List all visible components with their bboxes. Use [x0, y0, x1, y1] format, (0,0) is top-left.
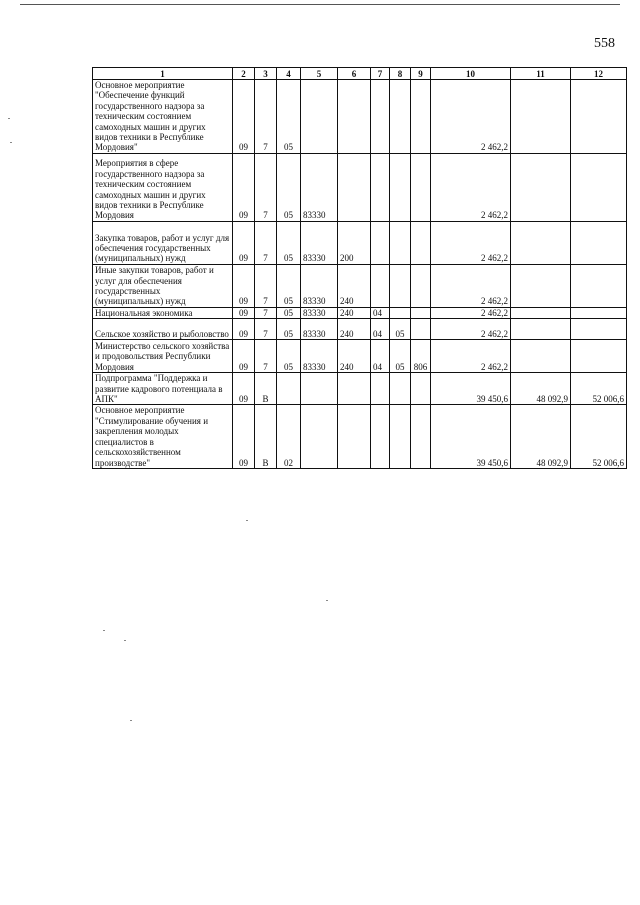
cell-col-6 [338, 80, 371, 154]
column-header: 11 [511, 68, 571, 80]
cell-col-6: 200 [338, 221, 371, 264]
table-row [93, 264, 627, 307]
cell-col-9 [411, 405, 431, 468]
cell-col-2: 09 [233, 307, 255, 318]
cell-col-3: 7 [255, 221, 277, 264]
cell-col-10: 2 462,2 [431, 153, 511, 221]
cell-col-6 [338, 373, 371, 405]
column-header: 7 [371, 68, 390, 80]
cell-col-4: 05 [277, 153, 301, 221]
row-name-cell: Иные закупки товаров, работ и услуг для обеспечения государственных (муниципальных) нужд [93, 264, 233, 307]
cell-col-2: 09 [233, 264, 255, 307]
cell-col-10: 39 450,6 [431, 373, 511, 405]
cell-col-11: 48 092,9 [511, 405, 571, 468]
cell-col-12: 52 006,6 [571, 373, 627, 405]
row-name-cell: Основное мероприятие "Обеспечение функций государственного надзора за техническим состоянием самоходных машин и других видов техники в Республике Мордовия" [93, 80, 233, 154]
column-header: 6 [338, 68, 371, 80]
cell-col-11 [511, 319, 571, 340]
cell-col-10: 2 462,2 [431, 307, 511, 318]
cell-col-4: 05 [277, 80, 301, 154]
cell-col-9 [411, 80, 431, 154]
cell-col-12 [571, 264, 627, 307]
cell-col-2: 09 [233, 373, 255, 405]
cell-col-11 [511, 307, 571, 318]
cell-col-5 [301, 80, 338, 154]
cell-col-7 [371, 405, 390, 468]
cell-col-9 [411, 264, 431, 307]
cell-col-4: 05 [277, 221, 301, 264]
cell-col-5 [301, 405, 338, 468]
table-row [93, 340, 627, 373]
cell-col-7: 04 [371, 319, 390, 340]
column-header: 4 [277, 68, 301, 80]
scan-speck [103, 630, 105, 631]
cell-col-11 [511, 80, 571, 154]
cell-col-8: 05 [390, 319, 411, 340]
cell-col-4: 05 [277, 307, 301, 318]
column-header: 9 [411, 68, 431, 80]
cell-col-10: 2 462,2 [431, 221, 511, 264]
cell-col-8 [390, 80, 411, 154]
scan-speck [124, 640, 126, 641]
cell-col-9 [411, 307, 431, 318]
cell-col-12 [571, 221, 627, 264]
cell-col-3: В [255, 405, 277, 468]
cell-col-11: 48 092,9 [511, 373, 571, 405]
cell-col-7 [371, 221, 390, 264]
cell-col-3: 7 [255, 319, 277, 340]
column-header: 8 [390, 68, 411, 80]
column-header: 5 [301, 68, 338, 80]
cell-col-2: 09 [233, 153, 255, 221]
row-name-cell: Мероприятия в сфере государственного надзора за техническим состоянием самоходных машин и других видов техники в Республике Мордовия [93, 153, 233, 221]
cell-col-8 [390, 307, 411, 318]
column-header: 12 [571, 68, 627, 80]
scan-speck [246, 520, 248, 521]
table-row [93, 319, 627, 340]
cell-col-9: 806 [411, 340, 431, 373]
cell-col-5: 83330 [301, 340, 338, 373]
table-row [93, 80, 627, 154]
cell-col-3: 7 [255, 80, 277, 154]
cell-col-7: 04 [371, 307, 390, 318]
cell-col-9 [411, 373, 431, 405]
scan-speck [8, 118, 10, 119]
cell-col-8 [390, 373, 411, 405]
cell-col-5: 83330 [301, 307, 338, 318]
cell-col-5: 83330 [301, 264, 338, 307]
cell-col-11 [511, 221, 571, 264]
row-name-cell: Закупка товаров, работ и услуг для обеспечения государственных (муниципальных) нужд [93, 221, 233, 264]
cell-col-11 [511, 340, 571, 373]
cell-col-6: 240 [338, 340, 371, 373]
column-header: 2 [233, 68, 255, 80]
cell-col-5: 83330 [301, 221, 338, 264]
cell-col-6 [338, 405, 371, 468]
cell-col-9 [411, 319, 431, 340]
scan-top-edge [20, 4, 620, 5]
cell-col-4: 05 [277, 340, 301, 373]
cell-col-10: 2 462,2 [431, 319, 511, 340]
scan-speck [10, 142, 12, 143]
row-name-cell: Министерство сельского хозяйства и продовольствия Республики Мордовия [93, 340, 233, 373]
cell-col-2: 09 [233, 80, 255, 154]
column-header: 1 [93, 68, 233, 80]
cell-col-4: 05 [277, 319, 301, 340]
row-name-cell: Основное мероприятие "Стимулирование обучения и закрепления молодых специалистов в сельскохозяйственном производстве" [93, 405, 233, 468]
cell-col-8 [390, 264, 411, 307]
row-name-cell: Подпрограмма "Поддержка и развитие кадрового потенциала в АПК" [93, 373, 233, 405]
table-row [93, 405, 627, 468]
cell-col-8 [390, 221, 411, 264]
cell-col-3: 7 [255, 307, 277, 318]
cell-col-8 [390, 405, 411, 468]
row-name-cell: Национальная экономика [93, 307, 233, 318]
cell-col-7 [371, 153, 390, 221]
cell-col-2: 09 [233, 221, 255, 264]
cell-col-2: 09 [233, 340, 255, 373]
column-header: 10 [431, 68, 511, 80]
cell-col-7: 04 [371, 340, 390, 373]
scan-speck [130, 720, 132, 721]
cell-col-2: 09 [233, 405, 255, 468]
cell-col-3: 7 [255, 340, 277, 373]
cell-col-6: 240 [338, 264, 371, 307]
cell-col-3: В [255, 373, 277, 405]
cell-col-7 [371, 373, 390, 405]
cell-col-9 [411, 221, 431, 264]
cell-col-12 [571, 307, 627, 318]
cell-col-7 [371, 80, 390, 154]
table-row [93, 153, 627, 221]
cell-col-12 [571, 80, 627, 154]
cell-col-10: 2 462,2 [431, 80, 511, 154]
cell-col-5: 83330 [301, 319, 338, 340]
cell-col-12 [571, 319, 627, 340]
cell-col-4: 05 [277, 264, 301, 307]
cell-col-6 [338, 153, 371, 221]
table-header-row [93, 68, 627, 80]
cell-col-12 [571, 340, 627, 373]
cell-col-6: 240 [338, 319, 371, 340]
table-row [93, 373, 627, 405]
cell-col-7 [371, 264, 390, 307]
cell-col-11 [511, 264, 571, 307]
cell-col-6: 240 [338, 307, 371, 318]
table-row [93, 221, 627, 264]
scan-speck [326, 600, 328, 601]
cell-col-8 [390, 153, 411, 221]
cell-col-5: 83330 [301, 153, 338, 221]
cell-col-4: 02 [277, 405, 301, 468]
cell-col-10: 39 450,6 [431, 405, 511, 468]
cell-col-12 [571, 153, 627, 221]
row-name-cell: Сельское хозяйство и рыболовство [93, 319, 233, 340]
cell-col-3: 7 [255, 264, 277, 307]
cell-col-10: 2 462,2 [431, 264, 511, 307]
column-header: 3 [255, 68, 277, 80]
page-number: 558 [594, 36, 615, 51]
cell-col-10: 2 462,2 [431, 340, 511, 373]
cell-col-11 [511, 153, 571, 221]
cell-col-5 [301, 373, 338, 405]
cell-col-9 [411, 153, 431, 221]
table-row [93, 307, 627, 318]
budget-table [92, 67, 627, 469]
cell-col-4 [277, 373, 301, 405]
cell-col-8: 05 [390, 340, 411, 373]
cell-col-3: 7 [255, 153, 277, 221]
cell-col-2: 09 [233, 319, 255, 340]
cell-col-12: 52 006,6 [571, 405, 627, 468]
